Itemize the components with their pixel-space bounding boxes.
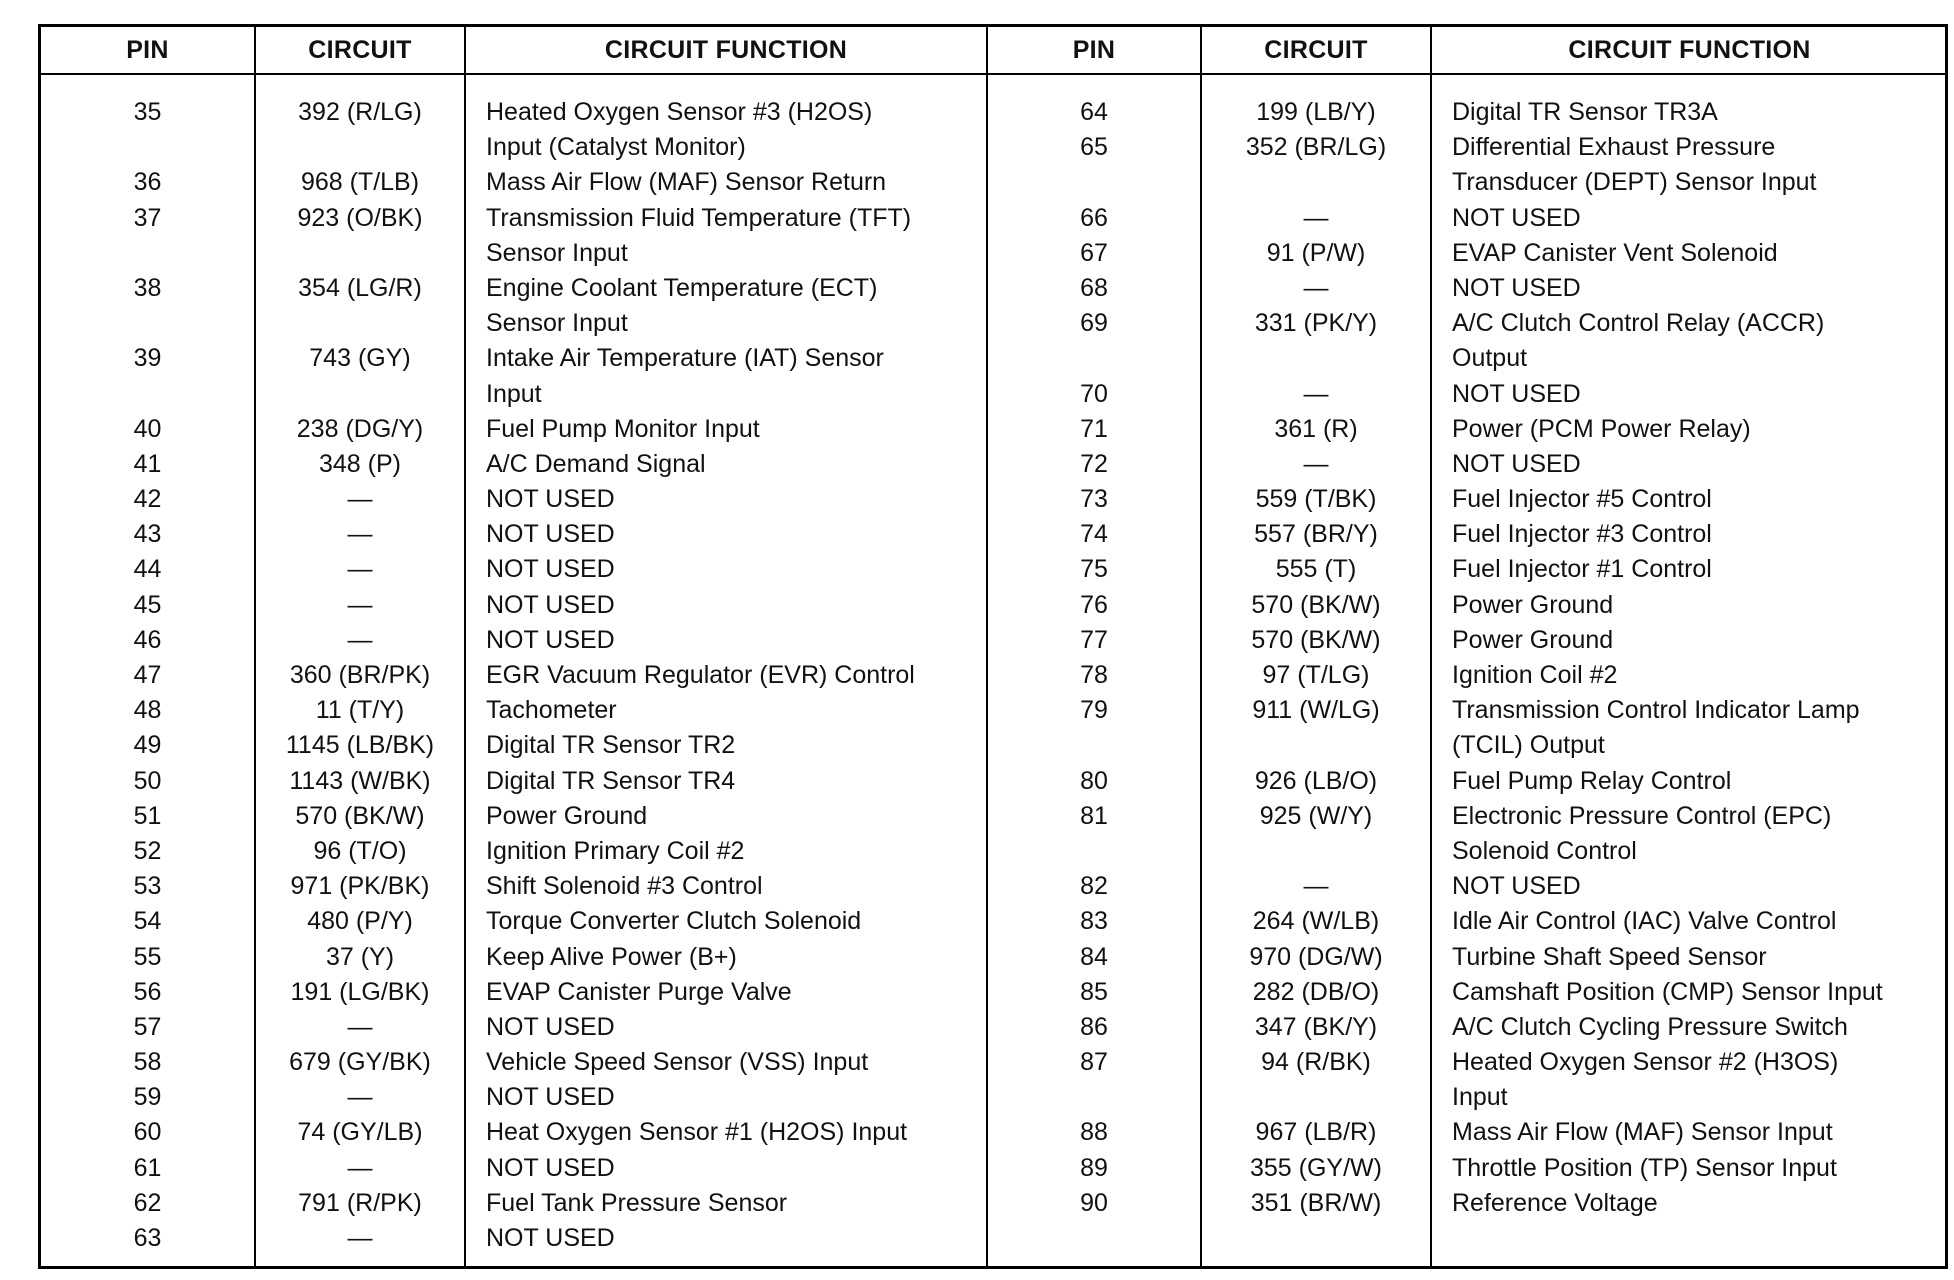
table-cell-circuit: — xyxy=(1303,379,1329,408)
table-cell-function: Solenoid Control xyxy=(1452,836,1637,865)
table-cell-pin: 85 xyxy=(1080,977,1108,1006)
table-cell-function: Mass Air Flow (MAF) Sensor Return xyxy=(486,168,887,197)
table-cell-circuit: — xyxy=(347,1012,373,1041)
table-cell-pin: 51 xyxy=(133,801,162,830)
left-circuit-cells xyxy=(256,75,464,1256)
table-cell-circuit: 191 (LG/BK) xyxy=(290,977,430,1006)
table-cell-circuit: 238 (DG/Y) xyxy=(296,414,424,443)
table-cell-function: Digital TR Sensor TR4 xyxy=(486,766,736,795)
table-cell-function: Ignition Coil #2 xyxy=(1452,661,1618,689)
table-cell-pin: 50 xyxy=(133,766,162,795)
table-cell-circuit: 352 (BR/LG) xyxy=(1245,133,1387,162)
table-cell-pin: 64 xyxy=(1080,98,1108,126)
table-cell-circuit: 360 (BR/PK) xyxy=(289,661,431,689)
table-cell-circuit: 570 (BK/W) xyxy=(1251,625,1381,654)
table-cell-pin: 77 xyxy=(1080,625,1108,654)
table-cell-pin: 59 xyxy=(133,1083,162,1112)
table-cell-function: Turbine Shaft Speed Sensor xyxy=(1452,942,1767,971)
table-cell-circuit: 743 (GY) xyxy=(309,344,411,373)
table-cell-function: Heated Oxygen Sensor #3 (H2OS) xyxy=(486,98,873,126)
table-cell-pin: 56 xyxy=(133,977,162,1006)
table-cell-function: Output xyxy=(1452,344,1528,373)
table-cell-pin: 73 xyxy=(1080,485,1108,514)
table-cell-circuit: 791 (R/PK) xyxy=(298,1188,422,1217)
table-cell-pin: 86 xyxy=(1080,1012,1108,1041)
table-cell-function: Intake Air Temperature (IAT) Sensor xyxy=(486,344,884,373)
left-circuit-header: CIRCUIT xyxy=(256,27,464,75)
table-cell-pin: 37 xyxy=(133,203,162,232)
table-cell-circuit: 282 (DB/O) xyxy=(1252,977,1380,1006)
table-cell-function: A/C Clutch Cycling Pressure Switch xyxy=(1452,1012,1848,1041)
table-cell-circuit: 555 (T) xyxy=(1275,555,1357,584)
table-cell-circuit: 74 (GY/LB) xyxy=(297,1118,423,1147)
table-cell-pin: 78 xyxy=(1080,661,1108,689)
table-cell-circuit: 264 (W/LB) xyxy=(1252,907,1380,936)
table-cell-function: Fuel Injector #1 Control xyxy=(1452,555,1712,584)
table-cell-pin: 89 xyxy=(1080,1153,1108,1182)
table-cell-pin: 61 xyxy=(133,1153,162,1182)
table-cell-pin: 55 xyxy=(133,942,162,971)
left-pin-header: PIN xyxy=(41,27,254,75)
table-cell-circuit xyxy=(256,236,464,271)
right-function-cells xyxy=(1432,75,1947,1221)
table-cell-pin: 88 xyxy=(1080,1118,1108,1147)
table-cell-pin xyxy=(41,236,254,271)
right-function-header: CIRCUIT FUNCTION xyxy=(1432,27,1947,75)
table-cell-circuit: 348 (P) xyxy=(319,449,401,478)
table-cell-circuit: 94 (R/BK) xyxy=(1261,1048,1371,1077)
table-cell-circuit: 559 (T/BK) xyxy=(1255,485,1377,514)
table-cell-pin: 41 xyxy=(133,449,162,478)
table-cell-function: Power (PCM Power Relay) xyxy=(1452,414,1751,443)
table-cell-function: A/C Demand Signal xyxy=(486,449,706,478)
table-cell-function: Digital TR Sensor TR2 xyxy=(486,731,736,760)
table-cell-pin: 82 xyxy=(1080,872,1108,901)
table-cell-function: Vehicle Speed Sensor (VSS) Input xyxy=(486,1048,869,1077)
table-cell-pin: 80 xyxy=(1080,766,1108,795)
table-cell-function: Transmission Control Indicator Lamp xyxy=(1452,696,1860,725)
table-cell-circuit xyxy=(1202,1080,1430,1115)
table-cell-pin: 47 xyxy=(133,661,162,689)
table-cell-pin: 65 xyxy=(1080,133,1108,162)
table-cell-pin: 87 xyxy=(1080,1048,1108,1077)
table-cell-circuit: 354 (LG/R) xyxy=(298,273,422,302)
table-cell-circuit: 355 (GY/W) xyxy=(1250,1153,1382,1182)
table-cell-function: NOT USED xyxy=(486,555,615,584)
table-cell-function: Digital TR Sensor TR3A xyxy=(1452,98,1718,126)
table-cell-pin: 53 xyxy=(133,872,162,901)
table-cell-function: Torque Converter Clutch Solenoid xyxy=(486,907,862,936)
table-cell-function: Tachometer xyxy=(486,696,617,725)
left-pin-column xyxy=(41,27,256,1266)
left-half xyxy=(41,27,986,1266)
table-cell-circuit: — xyxy=(347,555,373,584)
table-cell-circuit: 923 (O/BK) xyxy=(297,203,423,232)
table-cell-circuit xyxy=(1202,834,1430,869)
table-cell-pin: 67 xyxy=(1080,238,1108,267)
table-cell-pin: 79 xyxy=(1080,696,1108,725)
table-cell-circuit: 971 (PK/BK) xyxy=(290,872,430,901)
table-cell-pin: 48 xyxy=(133,696,162,725)
table-cell-function: EGR Vacuum Regulator (EVR) Control xyxy=(486,661,915,689)
table-cell-pin: 70 xyxy=(1080,379,1108,408)
table-cell-function: Differential Exhaust Pressure xyxy=(1452,133,1776,162)
table-cell-pin: 71 xyxy=(1080,414,1108,443)
table-cell-function: Fuel Pump Monitor Input xyxy=(486,414,760,443)
table-cell-function: NOT USED xyxy=(486,590,615,619)
right-circuit-cells xyxy=(1202,75,1430,1221)
table-cell-function: NOT USED xyxy=(1452,203,1581,232)
table-cell-circuit xyxy=(1202,341,1430,376)
right-circuit-header: CIRCUIT xyxy=(1202,27,1430,75)
table-cell-function: Fuel Pump Relay Control xyxy=(1452,766,1732,795)
table-cell-circuit: 392 (R/LG) xyxy=(298,98,422,126)
table-cell-function: Input (Catalyst Monitor) xyxy=(486,133,746,162)
table-cell-pin xyxy=(988,834,1200,869)
table-cell-circuit xyxy=(256,377,464,412)
table-cell-circuit: 97 (T/LG) xyxy=(1262,661,1370,689)
table-cell-pin: 52 xyxy=(133,836,162,865)
table-cell-circuit: — xyxy=(347,625,373,654)
table-cell-function: Sensor Input xyxy=(486,309,628,338)
table-cell-circuit: 557 (BR/Y) xyxy=(1254,520,1378,549)
left-pin-cells xyxy=(41,75,254,1256)
table-cell-circuit: 1143 (W/BK) xyxy=(289,766,431,795)
table-cell-function: NOT USED xyxy=(1452,379,1581,408)
table-cell-function: Reference Voltage xyxy=(1452,1188,1658,1217)
table-cell-circuit: — xyxy=(1303,449,1329,478)
table-cell-circuit: — xyxy=(347,1153,373,1182)
table-cell-function: NOT USED xyxy=(486,1083,615,1112)
table-cell-function: NOT USED xyxy=(486,1153,615,1182)
table-cell-pin: 46 xyxy=(133,625,162,654)
table-cell-pin: 35 xyxy=(133,98,162,126)
table-cell-pin: 84 xyxy=(1080,942,1108,971)
table-cell-pin: 69 xyxy=(1080,309,1108,338)
table-cell-circuit: 570 (BK/W) xyxy=(1251,590,1381,619)
table-cell-pin: 60 xyxy=(133,1118,162,1147)
table-cell-function: Power Ground xyxy=(1452,625,1614,654)
table-cell-function: NOT USED xyxy=(486,1224,615,1252)
table-cell-circuit: 480 (P/Y) xyxy=(307,907,413,936)
table-cell-circuit xyxy=(1202,165,1430,200)
table-cell-circuit: 351 (BR/W) xyxy=(1250,1188,1382,1217)
table-cell-circuit: 1145 (LB/BK) xyxy=(285,731,435,760)
table-cell-function: Input xyxy=(486,379,542,408)
left-circuit-column xyxy=(256,27,466,1266)
table-cell-function: Fuel Injector #3 Control xyxy=(1452,520,1712,549)
table-cell-circuit: — xyxy=(1303,273,1329,302)
table-cell-circuit: 570 (BK/W) xyxy=(295,801,425,830)
table-cell-function: Transducer (DEPT) Sensor Input xyxy=(1452,168,1817,197)
pinout-table xyxy=(38,24,1948,1269)
right-half xyxy=(986,27,1947,1266)
table-cell-function: A/C Clutch Control Relay (ACCR) xyxy=(1452,309,1825,338)
table-cell-circuit: — xyxy=(347,485,373,514)
table-cell-circuit: 911 (W/LG) xyxy=(1252,696,1380,725)
table-cell-pin: 40 xyxy=(133,414,162,443)
table-cell-function: Mass Air Flow (MAF) Sensor Input xyxy=(1452,1118,1833,1147)
table-cell-pin xyxy=(41,377,254,412)
table-cell-pin: 58 xyxy=(133,1048,162,1077)
table-cell-circuit: 96 (T/O) xyxy=(313,836,407,865)
table-cell-function: NOT USED xyxy=(1452,449,1581,478)
left-function-cells xyxy=(466,75,986,1256)
table-cell-function: NOT USED xyxy=(486,520,615,549)
table-cell-function: Heated Oxygen Sensor #2 (H3OS) xyxy=(1452,1048,1839,1077)
table-cell-pin: 38 xyxy=(133,273,162,302)
table-cell-function: Engine Coolant Temperature (ECT) xyxy=(486,273,878,302)
table-cell-circuit: 679 (GY/BK) xyxy=(289,1048,431,1077)
table-cell-circuit: 967 (LB/R) xyxy=(1255,1118,1377,1147)
table-cell-function: Ignition Primary Coil #2 xyxy=(486,836,745,865)
table-cell-circuit: 361 (R) xyxy=(1274,414,1358,443)
table-cell-function: Sensor Input xyxy=(486,238,628,267)
table-cell-circuit: 926 (LB/O) xyxy=(1254,766,1378,795)
table-cell-function: Camshaft Position (CMP) Sensor Input xyxy=(1452,977,1883,1006)
table-cell-function: Power Ground xyxy=(1452,590,1614,619)
table-cell-function: Input xyxy=(1452,1083,1508,1112)
table-cell-pin: 36 xyxy=(133,168,162,197)
table-cell-function: Fuel Tank Pressure Sensor xyxy=(486,1188,788,1217)
table-cell-pin xyxy=(988,1080,1200,1115)
table-cell-pin xyxy=(988,728,1200,763)
table-cell-function: (TCIL) Output xyxy=(1452,731,1605,760)
table-cell-pin: 62 xyxy=(133,1188,162,1217)
table-cell-function: Transmission Fluid Temperature (TFT) xyxy=(486,203,912,232)
table-cell-circuit: 347 (BK/Y) xyxy=(1254,1012,1378,1041)
right-circuit-column xyxy=(1202,27,1432,1266)
table-cell-pin xyxy=(41,306,254,341)
table-cell-function: NOT USED xyxy=(486,625,615,654)
table-cell-pin: 45 xyxy=(133,590,162,619)
table-cell-pin: 75 xyxy=(1080,555,1108,584)
table-cell-circuit: 968 (T/LB) xyxy=(300,168,420,197)
table-cell-function: Throttle Position (TP) Sensor Input xyxy=(1452,1153,1837,1182)
table-cell-pin: 42 xyxy=(133,485,162,514)
table-cell-pin: 39 xyxy=(133,344,162,373)
table-cell-pin: 74 xyxy=(1080,520,1108,549)
right-pin-cells xyxy=(988,75,1200,1221)
table-cell-pin: 66 xyxy=(1080,203,1108,232)
table-cell-pin: 76 xyxy=(1080,590,1108,619)
table-cell-circuit xyxy=(256,306,464,341)
table-cell-pin: 90 xyxy=(1080,1188,1108,1217)
table-cell-pin: 72 xyxy=(1080,449,1108,478)
right-pin-header: PIN xyxy=(988,27,1200,75)
table-cell-pin: 63 xyxy=(133,1224,162,1252)
table-cell-function: Fuel Injector #5 Control xyxy=(1452,485,1712,514)
table-cell-pin xyxy=(41,130,254,165)
table-cell-pin: 81 xyxy=(1080,801,1108,830)
table-cell-circuit: 11 (T/Y) xyxy=(315,696,405,725)
table-cell-function: NOT USED xyxy=(1452,273,1581,302)
table-cell-pin xyxy=(988,341,1200,376)
table-cell-function: Keep Alive Power (B+) xyxy=(486,942,737,971)
table-cell-function: EVAP Canister Vent Solenoid xyxy=(1452,238,1778,267)
left-function-column xyxy=(466,27,986,1266)
table-cell-circuit xyxy=(256,130,464,165)
table-cell-pin: 54 xyxy=(133,907,162,936)
table-cell-pin: 68 xyxy=(1080,273,1108,302)
table-cell-circuit: 970 (DG/W) xyxy=(1249,942,1383,971)
table-cell-function: Heat Oxygen Sensor #1 (H2OS) Input xyxy=(486,1118,908,1147)
table-cell-pin: 43 xyxy=(133,520,162,549)
table-cell-circuit: 199 (LB/Y) xyxy=(1256,98,1376,126)
table-cell-pin: 83 xyxy=(1080,907,1108,936)
table-cell-circuit: 91 (P/W) xyxy=(1266,238,1366,267)
right-function-column xyxy=(1432,27,1947,1266)
right-pin-column xyxy=(988,27,1202,1266)
table-cell-circuit: — xyxy=(347,520,373,549)
table-cell-circuit: — xyxy=(347,1083,373,1112)
table-cell-function: EVAP Canister Purge Valve xyxy=(486,977,792,1006)
table-cell-circuit: 331 (PK/Y) xyxy=(1254,309,1378,338)
table-cell-function: NOT USED xyxy=(486,485,615,514)
table-cell-circuit: 925 (W/Y) xyxy=(1259,801,1373,830)
table-cell-circuit: — xyxy=(347,590,373,619)
table-cell-function: NOT USED xyxy=(486,1012,615,1041)
table-cell-pin: 44 xyxy=(133,555,162,584)
table-cell-circuit: — xyxy=(1303,203,1329,232)
table-cell-function: NOT USED xyxy=(1452,872,1581,901)
left-function-header: CIRCUIT FUNCTION xyxy=(466,27,986,75)
table-cell-function: Electronic Pressure Control (EPC) xyxy=(1452,801,1832,830)
table-cell-circuit: — xyxy=(1303,872,1329,901)
table-cell-circuit xyxy=(1202,728,1430,763)
table-cell-pin xyxy=(988,165,1200,200)
table-cell-circuit: 37 (Y) xyxy=(325,942,395,971)
table-cell-pin: 49 xyxy=(133,731,162,760)
table-cell-function: Shift Solenoid #3 Control xyxy=(486,872,763,901)
table-cell-function: Idle Air Control (IAC) Valve Control xyxy=(1452,907,1837,936)
table-cell-circuit: — xyxy=(347,1224,373,1252)
table-cell-pin: 57 xyxy=(133,1012,162,1041)
table-cell-function: Power Ground xyxy=(486,801,648,830)
